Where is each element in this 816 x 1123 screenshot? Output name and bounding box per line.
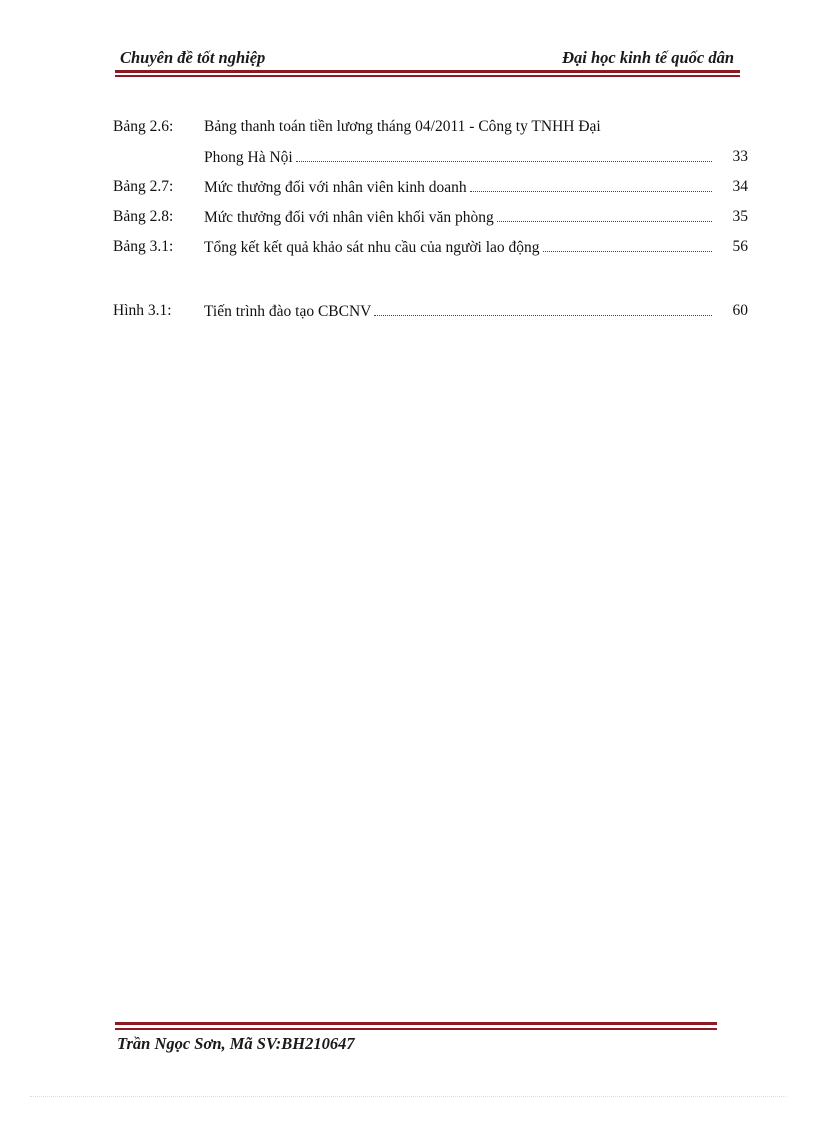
toc-entry-table-2-7[interactable] (113, 172, 748, 202)
toc-entry-title: Tiến trình đào tạo CBCNV (204, 303, 372, 320)
toc-entry-page: 34 (732, 178, 748, 195)
toc-entry-title: Phong Hà Nội (204, 149, 293, 166)
toc-section-gap (113, 262, 748, 296)
footer-rule-thin (115, 1028, 717, 1030)
toc-entry-page: 56 (732, 238, 748, 255)
toc-entry-table-2-6[interactable] (113, 112, 748, 142)
toc-entry-label: Bảng 3.1: (113, 238, 174, 255)
toc-entry-title: Tổng kết kết quả khảo sát nhu cầu của người lao động (204, 239, 540, 256)
toc-entry-label: Bảng 2.8: (113, 208, 174, 225)
dot-leader (543, 232, 712, 252)
dot-leader (296, 142, 712, 162)
footer-rule-thick (115, 1022, 717, 1025)
page-bottom-dotted-line (30, 1096, 786, 1097)
toc-entry-title: Bảng thanh toán tiền lương tháng 04/2011 - Công ty TNHH Đại (204, 118, 601, 135)
toc-entry-label: Bảng 2.7: (113, 178, 174, 195)
toc-entry-figure-3-1[interactable] (113, 296, 748, 326)
dot-leader (374, 296, 712, 316)
toc-entry-label: Bảng 2.6: (113, 118, 174, 135)
page-header (115, 48, 740, 78)
toc-entry-table-3-1[interactable] (113, 232, 748, 262)
header-rule-thick (115, 70, 740, 73)
header-title-left: Chuyên đề tốt nghiệp (120, 48, 266, 67)
toc-entry-page: 33 (732, 148, 748, 165)
footer-author: Trần Ngọc Sơn, Mã SV:BH210647 (117, 1034, 355, 1053)
header-title-right: Đại học kinh tế quốc dân (562, 48, 734, 67)
toc-entry-page: 60 (732, 302, 748, 319)
toc-entry-table-2-6-continued[interactable] (113, 142, 748, 172)
toc-entry-title: Mức thưởng đối với nhân viên khối văn phòng (204, 209, 494, 226)
page-footer (115, 1022, 717, 1062)
dot-leader (470, 172, 712, 192)
toc-entry-page: 35 (732, 208, 748, 225)
toc-entry-label: Hình 3.1: (113, 302, 172, 319)
toc-entry-table-2-8[interactable] (113, 202, 748, 232)
header-rule-thin (115, 75, 740, 77)
table-of-contents (113, 112, 748, 326)
dot-leader (497, 202, 712, 222)
toc-entry-title: Mức thưởng đối với nhân viên kinh doanh (204, 179, 467, 196)
